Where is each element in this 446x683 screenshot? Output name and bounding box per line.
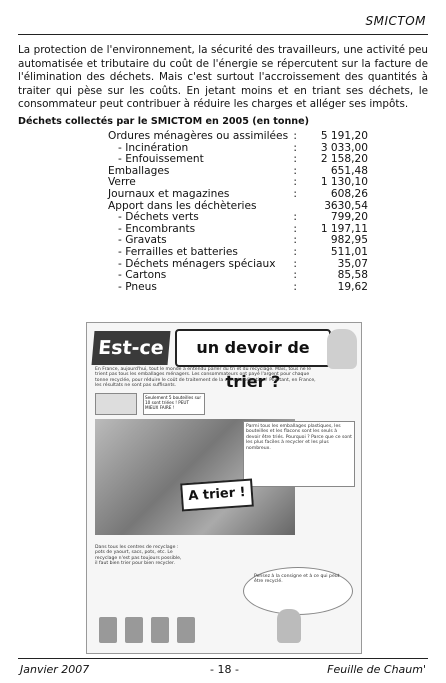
row-value: 799,20 [330, 211, 368, 224]
mascot-illustration [327, 329, 357, 369]
poster-text-bottom: Dans tous les centres de recyclage : pots de yaourt, sacs, pots, etc. Le recyclage n'est pas toujours possible, il faut bien trier pour bien recycler. [95, 545, 182, 567]
table-row [108, 270, 368, 282]
row-colon: : [293, 211, 297, 224]
table-title: Déchets collectés par le SMICTOM en 2005 (en tonne) [18, 116, 310, 127]
page-header [18, 8, 428, 35]
row-value: 608,26 [330, 187, 368, 200]
row-colon: : [293, 245, 297, 258]
table-row [108, 247, 368, 259]
character-illustration [277, 609, 301, 643]
row-label: - Pneus [118, 280, 157, 293]
intro-paragraph: La protection de l'environnement, la sécurité des travailleurs, une activité peu automatisée et tributaire du coût de l'énergie se répercutent sur la facture de l'élimination des déchets. Mais c'est surtout l'accroissement des quantités à traiter qui pèse sur les coûts. En jetant moins et en triant ses déchets, le consommateur peut contribuer à réduire les charges et alléger ses impôts. [18, 44, 428, 111]
page-footer [18, 658, 428, 679]
row-label: Ordures ménagères ou assimilées [108, 130, 289, 142]
row-value: 1 197,11 [320, 222, 368, 235]
row-colon: : [293, 280, 297, 293]
row-value: 2 158,20 [320, 153, 368, 166]
row-value: 511,01 [330, 245, 368, 258]
row-label: Verre [108, 176, 136, 189]
row-label: - Encombrants [118, 222, 196, 235]
poster-note: Seulement 5 bouteilles sur 10 sont triées ! PEUT MIEUX FAIRE ! [143, 393, 205, 415]
row-colon: : [293, 130, 297, 142]
row-colon: : [293, 234, 297, 247]
speech-bubble: Pensez à la consigne et à ce qui peut être recyclé. [243, 567, 353, 615]
poster-small-figure [95, 393, 137, 415]
poster-banner-left: Est-ce [92, 331, 171, 365]
row-value: 1 130,10 [320, 176, 368, 189]
row-value: 3630,54 [324, 199, 368, 212]
row-colon: : [293, 222, 297, 235]
row-label: - Ferrailles et batteries [118, 245, 238, 258]
row-value: 5 191,20 [320, 130, 368, 142]
recycling-bins-illustration [99, 607, 219, 643]
row-value: 3 033,00 [320, 141, 368, 154]
table-row [108, 131, 368, 143]
row-colon: : [293, 176, 297, 189]
poster-banner-right: un devoir de trier ? [175, 329, 331, 367]
table-row [108, 189, 368, 201]
page-number: - 18 - [210, 663, 239, 676]
row-label: Journaux et magazines [108, 187, 230, 200]
waste-table [108, 131, 368, 293]
row-value: 85,58 [337, 269, 368, 282]
poster-a-trier-label: A trier ! [180, 479, 254, 512]
row-colon: : [293, 257, 297, 270]
table-row [108, 282, 368, 294]
row-value: 19,62 [337, 280, 368, 293]
table-row [108, 212, 368, 224]
row-value: 982,95 [330, 234, 368, 247]
poster-image [86, 322, 362, 654]
footer-date: Janvier 2007 [20, 663, 90, 676]
row-label: - Déchets verts [118, 211, 199, 224]
row-label: Apport dans les déchèteries [108, 199, 257, 212]
header-title: SMICTOM [365, 14, 426, 28]
row-label: - Gravats [118, 234, 167, 247]
row-value: 35,07 [337, 257, 368, 270]
row-label: - Enfouissement [118, 153, 204, 166]
row-colon: : [293, 153, 297, 166]
row-label: - Cartons [118, 269, 167, 282]
row-label: - Incinération [118, 141, 189, 154]
row-colon: : [293, 141, 297, 154]
row-label: - Déchets ménagers spéciaux [118, 257, 276, 270]
row-colon: : [293, 269, 297, 282]
poster-text-right: Parmi tous les emballages plastiques, les bouteilles et les flacons sont les seuls à devoir être triés. Pourquoi ? Parce que ce sont les plus faciles à recycler et les plus nombreux. [243, 421, 355, 487]
poster-text-top: En France, aujourd'hui, tout le monde a entendu parler du tri et du recyclage. Mais, tous ne le trient pas tous les emballages ménagers. Les consommateurs ont payé l'argent pour chaque tonne recyclée, pour réduire le coût de traitement de la collecte sélective ! Pourtant, en France, les résultats ne sont pas suffisants. [95, 367, 316, 389]
row-colon: : [293, 164, 297, 177]
row-label: Emballages [108, 164, 170, 177]
publication-name: Feuille de Chaum' [327, 663, 426, 676]
row-value: 651,48 [330, 164, 368, 177]
row-colon: : [293, 187, 297, 200]
